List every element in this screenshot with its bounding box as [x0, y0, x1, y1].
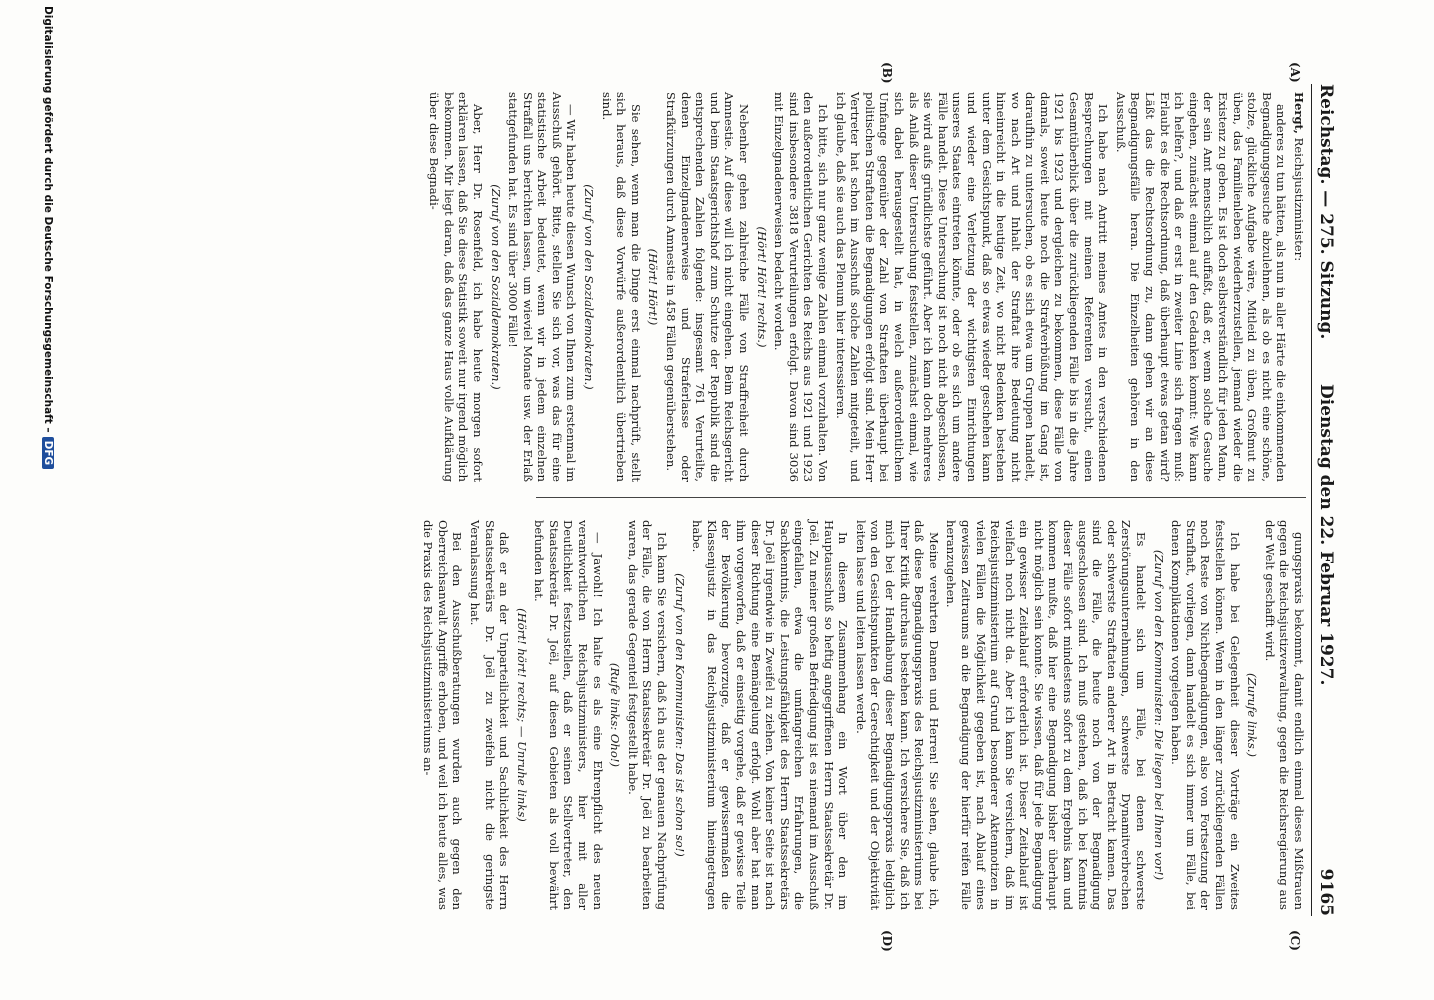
interjection: (Hört! hört! rechts; — Unruhe links): [514, 608, 529, 822]
header-session: Reichstag. — 275. Sitzung.: [1316, 84, 1336, 340]
paragraph: Aber, Herr Dr. Rosenfeld, ich habe heute morgen sofort erklären lassen, daß Sie diese Statistik soweit nur irgend möglich bekommen. Mir liegt daran, daß das ganze Haus volle Aufklärung über diese Begnadi-: [427, 92, 485, 482]
dfg-logo: DFG: [42, 437, 54, 470]
margin-marker-c: (C): [1288, 930, 1302, 951]
paragraph: gungspraxis bekommt, damit endlich einmal dieses Mißtrauen gegen die Reichsjustizverwaltung, gegen die Reichsregierung aus der Welt geschafft wird.: [1262, 520, 1306, 910]
speaker-role: Reichsjustizminister:: [1292, 133, 1306, 262]
digitization-note: [42, 6, 54, 786]
interjection: (Rufe links: Oho!): [608, 662, 623, 768]
paragraph: Ich bitte, sich nur ganz wenige Zahlen einmal vorzuhalten. Von den außerordentlichen Gerichten des Reichs aus 1921 und 1923 sind insbesondere 3818 Verurteilungen erfolgt. Davon sind 3036 mit Einzelgnadenerweisen bedacht worden.: [772, 92, 830, 482]
interjection: (Zurufe links.): [1245, 673, 1260, 757]
paragraph: Meine verehrten Damen und Herren! Sie sehen, glaube ich, daß diese Begnadigungspraxis des Reichsjustizministeriums bei Ihrer Kritik durchaus bestehen kann. Ich versichere Sie, daß ich mich bei der Handhabung dieser Begnadigungspraxis lediglich von den Gesichtspunkten der Gerechtigkeit und der Objektivität leiten lasse und leiten lassen werde.: [853, 520, 941, 910]
paragraph: — Wir haben heute diesen Wunsch von Ihnen zum erstenmal im Ausschuß gehört. Bitte, stellen Sie sich vor, was das für eine statistische Arbeit bedeutet, wenn wir in jedem einzelnen Straffall uns berichten lassen, um wieviel Monate usw. der Erlaß stattgefunden hat. Es sind über 3000 Fälle!: [506, 92, 579, 482]
paragraph: Ich kann Sie versichern, daß ich aus der genauen Nachprüfung der Fälle, die von Herrn Staatssekretär Dr. Joël zu bearbeiten waren, das gerade Gegenteil festgestellt habe.: [625, 520, 670, 910]
speaker-name: Hergt,: [1292, 92, 1306, 134]
header-page-number: 9165: [1316, 868, 1336, 916]
paragraph: — Jawohl! Ich halte es als eine Ehrenpflicht des neuen verantwortlichen Reichsjustizministers, hier mit aller Deutlichkeit festzustellen, daß er seinen Stellvertreter, den Staatssekretär Dr. Joël, auf diesen Gebieten als voll bewährt befunden hat.: [532, 520, 605, 910]
paragraph: In diesem Zusammenhang ein Wort über den im Hauptausschuß so heftig angegriffenen Herrn Staatssekretär Dr. Joël. Zu meiner großen Befriedigung ist es niemand im Ausschuß eingefallen, etwa die umfangreichen Erfahrungen, die Sachkenntnis, die Leistungsfähigkeit des Herrn Staatssekretärs Dr. Joël irgendwie in Zweifel zu ziehen. Von keiner Seite ist nach dieser Richtung eine Bemängelung erfolgt. Wohl aber hat man ihm vorgeworfen, daß er einseitig vorgehe, daß er gewisse Teile der Bevölkerung bevorzuge, daß er gewissermaßen die Klassenjustiz in das Reichsjustizministerium hineingetragen habe.: [690, 520, 851, 910]
interjection: (Zuruf von den Sozialdemokraten.): [582, 184, 597, 390]
paragraph: Nebenher gehen zahlreiche Fälle von Straffreiheit durch Amnestie. Auf diese will ich nicht eingehen. Beim Reichsgericht und beim Staatsgerichtshof zum Schutze der Republik sind die entsprechenden Zahlen folgende: insgesamt 761 Verurteilte, denen Einzelgnadenerweise und Straferlasse oder Strafkürzungen durch Amnestie in 458 Fällen gegenüberstehen.: [664, 92, 752, 482]
text-column-right: [418, 520, 1306, 910]
text-column-left: [424, 92, 1306, 482]
paragraph: Bei den Ausschußberatungen wurden auch gegen den Oberreichsanwalt Angriffe erhoben, und weil ich heute alles, was die Praxis des Reichsjustizministeriums an-: [421, 520, 465, 910]
paragraph: daß er an der Unparteilichkeit und Sachlichkeit des Herrn Staatssekretärs Dr. Joël zu zweifeln nicht die geringste Veranlassung hat.: [467, 520, 512, 910]
paragraph: Sie sehen, wenn man die Dinge erst einmal nachprüft, stellt sich heraus, daß diese Vorwürfe außerordentlich übertrieben sind.: [599, 92, 643, 482]
margin-marker-d: (D): [880, 930, 894, 952]
digitization-text: Digitalisierung gefördert durch die Deutsche Forschungsgemeinschaft –: [42, 6, 54, 433]
interjection: (Hört! Hört!): [646, 248, 661, 326]
interjection: (Zuruf von den Kommunisten: Die liegen bei Ihnen vor!): [1151, 549, 1166, 881]
interjection: (Zuruf von den Sozialdemokraten.): [488, 184, 503, 390]
margin-marker-b: (B): [880, 62, 894, 84]
page-header: [1311, 84, 1338, 916]
interjection: (Zuruf von den Kommunisten: Das ist schon so!): [672, 573, 687, 857]
column-divider: [536, 497, 1306, 498]
paragraph: anderes zu tun hätten, als nun in aller Härte die einkommenden Begnadigungsgesuche abzulehnen, als ob es nicht eine schöne, stolze, glückliche Aufgabe wäre, Mitleid zu üben, Großmut zu üben, das Familienleben wiederherzustellen, jemand wieder die Existenz zu geben. Es ist doch selbstverständlich für jeden Mann, der sein Amt menschlich auffaßt, daß er, wenn solche Gesuche eingehen, zunächst einmal auf den Gedanken kommt: Wie kann ich helfen?, und daß er erst in zweiter Linie sich fragen muß: Erlaubt es die Rechtsordnung, daß überhaupt etwas getan wird? Läßt das die Rechtsordnung zu, dann gehen wir an diese Begnadigungsfälle heran. Die Einzelheiten gehören in den Ausschuß.: [1113, 92, 1289, 482]
interjection: (Hört! Hört! rechts.): [754, 226, 769, 348]
paragraph: Es handelt sich um Fälle, bei denen schwerste Zerstörungsunternehmungen, schwerste Dynamitverbrechen oder schwerste Straftaten anderer Art in Betracht kamen. Das sind die Fälle, die heute noch von der Begnadigung ausgeschlossen sind. Ich muß gestehen, daß ich bei Kenntnis dieser Fälle sofort mindestens sofort zu dem Ergebnis kam und kommen mußte, daß hier eine Begnadigung bisher überhaupt nicht möglich sein konnte. Sie wissen, daß für jede Begnadigung ein gewisser Zeitablauf erforderlich ist. Dieser Zeitablauf ist vielfach noch nicht da. Aber ich kann Sie versichern, daß im Reichsjustizministerium auf Grund besonderer Aktennotizen in vielen Fällen die Möglichkeit gegeben ist, nach Ablauf eines gewissen Zeitraums an die Begnadigung der hierfür reifen Fälle heranzugehen.: [944, 520, 1149, 910]
paragraph: Ich habe bei Gelegenheit dieser Vorträge ein Zweites feststellen können. Wenn in den länger zurückliegenden Fällen noch Reste von Nichtbegnadigungen, also von Fortsetzung der Strafhaft, vorliegen, dann handelt es sich immer um Fälle, bei denen Komplikationen vorgelegen haben.: [1169, 520, 1242, 910]
margin-marker-a: (A): [1288, 62, 1302, 83]
header-date: Dienstag den 22. Februar 1927.: [1316, 384, 1336, 686]
speaker-line: [1291, 92, 1306, 482]
paragraph: Ich habe nach Antritt meines Amtes in den verschiedenen Besprechungen mit meinen Referenten versucht, einen Gesamtüberblick über die zurückliegenden Fälle bis in die Jahre 1921 bis 1923 und dergleichen zu bekommen, diese Fälle von damals, soweit heute noch die Strafverbüßung im Gang ist, daraufhin zu untersuchen, ob es sich etwa um Gruppen handelt, wo nach Art und Inhalt der Straftat ihre Bedeutung nicht hineinreicht in die heutige Zeit, wo nicht Bedenken bestehen unter dem Gesichtspunkt, daß so etwas wieder geschehen kann und wieder eine Verletzung der wichtigsten Einrichtungen unseres Staates eintreten könnte, oder ob es sich um andere Fälle handelt. Diese Untersuchung ist noch nicht abgeschlossen, sie wird aufs gründlichste geführt. Aber ich kann doch mehreres als Anlaß dieser Untersuchung feststellen, zunächst einmal, wie sich dabei herausgestellt hat, in welch außerordentlichem Umfange gegenüber der Zahl von Straftaten überhaupt bei politischen Straftaten die Begnadigungen erfolgt sind. Mein Herr Vertreter hat schon im Ausschuß solche Zahlen mitgeteilt, und ich glaube, daß sie auch das Plenum hier interessieren.: [833, 92, 1111, 482]
